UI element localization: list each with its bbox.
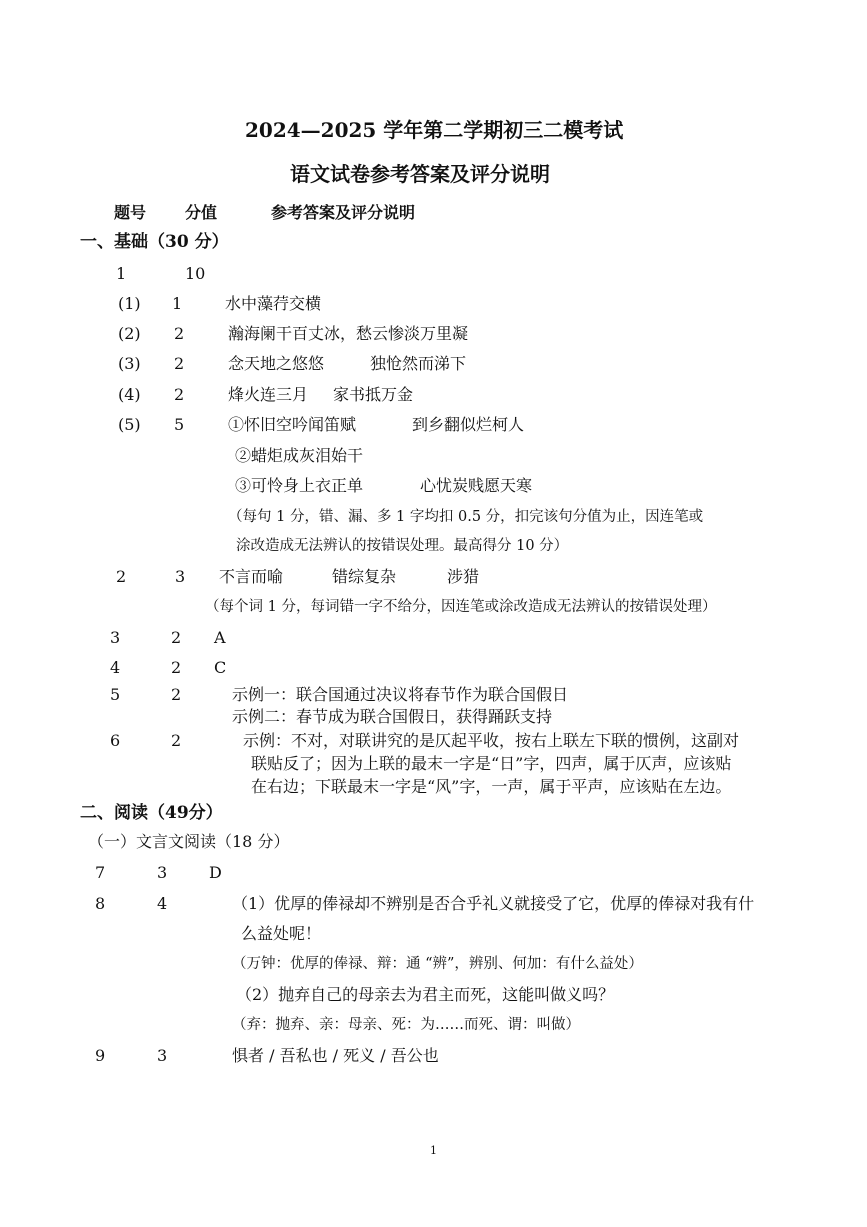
question-number: 3 — [110, 628, 121, 647]
sub-question-score: 2 — [174, 354, 185, 373]
question-number: 9 — [95, 1046, 106, 1065]
question-number: 4 — [110, 658, 121, 677]
answer-text: 瀚海阑干百丈冰，愁云惨淡万里凝 — [228, 324, 469, 343]
page-number: 1 — [430, 1144, 437, 1157]
answer-text: 烽火连三月 — [228, 385, 309, 404]
answer-text: 不言而喻 — [219, 567, 284, 586]
sub-question-number: (4) — [118, 385, 141, 404]
question-score: 2 — [171, 628, 182, 647]
answer-text: A — [214, 628, 226, 647]
scoring-note: （每句 1 分，错、漏、多 1 字均扣 0.5 分，扣完该句分值为止，因连笔或 — [228, 509, 704, 525]
sub-question-score: 5 — [174, 415, 185, 434]
answer-text: D — [209, 863, 222, 882]
exam-title: 2024—2025 学年第二学期初三二模考试 — [245, 118, 624, 142]
sub-question-number: (1) — [118, 294, 141, 313]
question-score: 2 — [171, 685, 182, 704]
scoring-note: （万钟：优厚的俸禄、辩：通 “辨”，辨别、何加：有什么益处） — [232, 956, 643, 972]
answer-text: C — [214, 658, 227, 677]
answer-text: ①怀旧空吟闻笛赋 — [228, 415, 357, 434]
column-header-score: 分值 — [185, 203, 218, 222]
sub-question-number: (5) — [118, 415, 141, 434]
scoring-note: （弃：抛弃、亲：母亲、死：为……而死、谓：叫做） — [232, 1017, 580, 1033]
answer-text: 涉猎 — [447, 567, 480, 586]
column-header-answer: 参考答案及评分说明 — [271, 203, 416, 222]
answer-text: 到乡翻似烂柯人 — [412, 415, 525, 434]
answer-text: （1）优厚的俸禄却不辨别是否合乎礼义就接受了它，优厚的俸禄对我有什 — [232, 894, 755, 913]
answer-text: 错综复杂 — [332, 567, 397, 586]
question-number: 7 — [95, 863, 106, 882]
question-score: 3 — [175, 567, 186, 586]
question-score: 4 — [157, 894, 168, 913]
answer-text: 在右边；下联最末一字是“风”字，一声，属于平声，应该贴在左边。 — [251, 777, 732, 796]
scoring-note: （每个词 1 分，每词错一字不给分，因连笔或涂改造成无法辨认的按错误处理） — [205, 599, 717, 615]
column-header-number: 题号 — [114, 203, 147, 222]
question-score: 3 — [157, 863, 168, 882]
answer-text: （2）抛弃自己的母亲去为君主而死，这能叫做义吗？ — [236, 985, 615, 1004]
answer-text: 联贴反了；因为上联的最末一字是“日”字，四声，属于仄声，应该贴 — [251, 754, 732, 773]
question-number: 8 — [95, 894, 106, 913]
question-number: 5 — [110, 685, 121, 704]
answer-text: 示例：不对，对联讲究的是仄起平收，按右上联左下联的惯例，这副对 — [243, 731, 740, 750]
answer-text: 示例二：春节成为联合国假日，获得踊跃支持 — [232, 707, 553, 726]
sub-question-score: 2 — [174, 324, 185, 343]
answer-text: 独怆然而涕下 — [370, 354, 467, 373]
scoring-note: 涂改造成无法辨认的按错误处理。最高得分 10 分） — [236, 538, 569, 554]
question-score: 10 — [185, 264, 206, 283]
question-number: 1 — [116, 264, 127, 283]
question-number: 6 — [110, 731, 121, 750]
question-score: 3 — [157, 1046, 168, 1065]
answer-key-title: 语文试卷参考答案及评分说明 — [290, 162, 550, 186]
answer-text: 家书抵万金 — [333, 385, 414, 404]
section-heading-reading: 二、阅读（49分） — [80, 803, 223, 823]
question-score: 2 — [171, 658, 182, 677]
sub-question-number: (3) — [118, 354, 141, 373]
answer-text: 水中藻荇交横 — [225, 294, 322, 313]
question-number: 2 — [116, 567, 127, 586]
section-heading-basics: 一、基础（30 分） — [80, 232, 229, 252]
answer-text: 示例一：联合国通过决议将春节作为联合国假日 — [232, 685, 569, 704]
subsection-heading: （一）文言文阅读（18 分） — [88, 832, 290, 851]
answer-text: ②蜡炬成灰泪始干 — [235, 446, 364, 465]
sub-question-number: (2) — [118, 324, 141, 343]
sub-question-score: 2 — [174, 385, 185, 404]
answer-text: ③可怜身上衣正单 — [235, 476, 364, 495]
question-score: 2 — [171, 731, 182, 750]
answer-text: 么益处呢！ — [241, 924, 322, 943]
answer-text: 心忧炭贱愿天寒 — [420, 476, 533, 495]
answer-text: 惧者 / 吾私也 / 死义 / 吾公也 — [232, 1046, 439, 1065]
sub-question-score: 1 — [172, 294, 183, 313]
answer-text: 念天地之悠悠 — [228, 354, 325, 373]
